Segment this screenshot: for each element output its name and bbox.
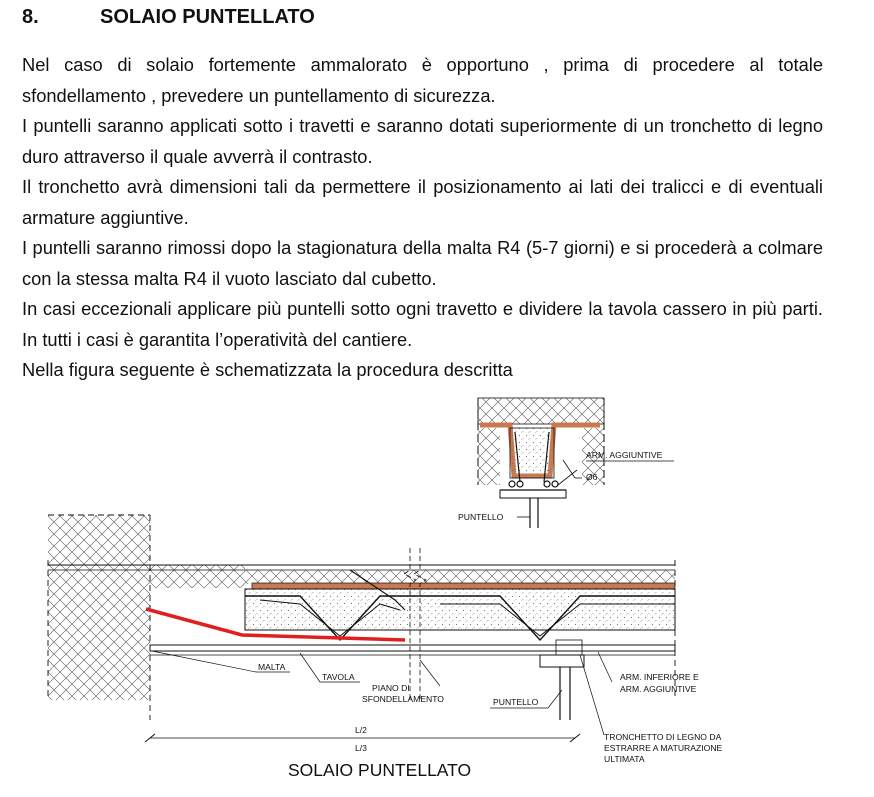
label-tronchetto-3: ULTIMATA <box>604 754 645 764</box>
slab-longitudinal-section <box>48 515 675 742</box>
label-piano-di: PIANO DI <box>372 683 410 693</box>
label-diameter: Ø6 <box>586 472 598 482</box>
paragraph: Il tronchetto avrà dimensioni tali da permettere il posizionamento ai lati dei tralicci e di eventuali armature aggiuntive. <box>22 176 823 228</box>
label-sfondellamento: SFONDELLAMENTO <box>362 694 444 704</box>
label-tronchetto-1: TRONCHETTO DI LEGNO DA <box>604 732 722 742</box>
label-arm-aggiuntive-2: ARM. AGGIUNTIVE <box>620 684 697 694</box>
paragraph: I puntelli saranno applicati sotto i travetti e saranno dotati superiormente di un tronchetto di legno duro attraverso il quale avverrà il contrasto. <box>22 115 823 167</box>
label-arm-inferiore: ARM. INFERIORE E <box>620 672 699 682</box>
label-tronchetto-2: ESTRARRE A MATURAZIONE <box>604 743 723 753</box>
joist-section-detail <box>478 398 604 528</box>
label-puntello-bottom: PUNTELLO <box>493 697 539 707</box>
dimension-l2: L/2 <box>355 725 367 735</box>
dimension-l3: L/3 <box>355 743 367 753</box>
label-puntello-top: PUNTELLO <box>458 512 504 522</box>
label-malta: MALTA <box>258 662 286 672</box>
paragraph: I puntelli saranno rimossi dopo la stagionatura della malta R4 (5-7 giorni) e si procederà a colmare con la stessa malta R4 il vuoto lasciato dal cubetto. <box>22 237 823 289</box>
paragraph: In casi eccezionali applicare più puntelli sotto ogni travetto e dividere la tavola cassero in più parti. In tutti i casi è garantita l’operatività del cantiere. <box>22 298 823 350</box>
section-number: 8. <box>22 6 39 28</box>
label-arm-aggiuntive: ARM. AGGIUNTIVE <box>586 450 663 460</box>
section-title: SOLAIO PUNTELLATO <box>100 6 315 28</box>
paragraph: Nella figura seguente è schematizzata la procedura descritta <box>22 359 513 380</box>
paragraph: Nel caso di solaio fortemente ammalorato è opportuno , prima di procedere al totale sfondellamento , prevedere un puntellamento di sicurezza. <box>22 54 823 106</box>
figure-caption: SOLAIO PUNTELLATO <box>288 760 472 780</box>
label-tavola: TAVOLA <box>322 672 355 682</box>
